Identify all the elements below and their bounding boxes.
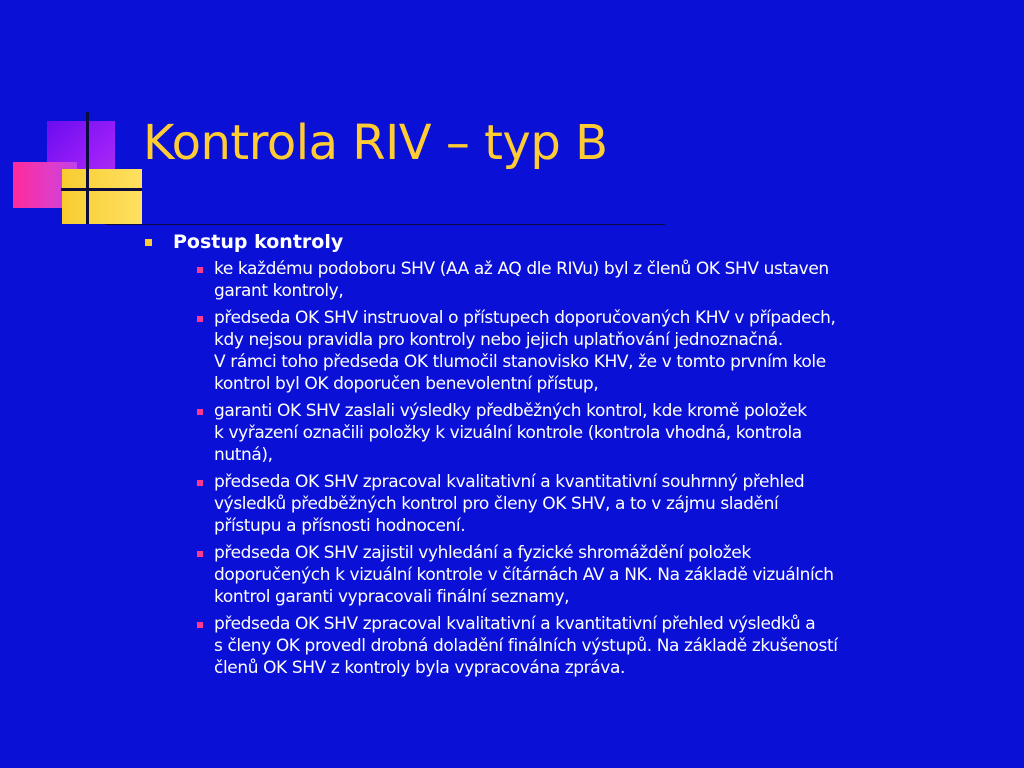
slide-title: Kontrola RIV – typ B xyxy=(143,115,608,171)
vertical-line xyxy=(86,112,89,224)
square-bullet-icon xyxy=(197,551,203,557)
list-item xyxy=(143,471,1003,537)
list-item xyxy=(143,258,1003,302)
list-item-text: předseda OK SHV zpracoval kvalitativní a kvantitativní souhrnný přehled výsledků předběžných kontrol pro členy OK SHV, a to v zájmu sladění přístupu a přísnosti hodnocení. xyxy=(214,472,805,536)
yellow-square xyxy=(62,169,142,224)
list-item xyxy=(143,613,1003,679)
slide-content xyxy=(143,229,1003,684)
bullet-heading xyxy=(143,229,1003,255)
square-bullet-icon xyxy=(197,409,203,415)
list-item xyxy=(143,307,1003,395)
list-item xyxy=(143,542,1003,608)
sub-bullet-list xyxy=(143,258,1003,679)
list-item xyxy=(143,400,1003,466)
horizontal-line xyxy=(61,188,142,191)
list-item-text: garanti OK SHV zaslali výsledky předběžných kontrol, kde kromě položek k vyřazení označili položky k vizuální kontrole (kontrola vhodná, kontrola nutná), xyxy=(214,401,807,465)
list-item-text: předseda OK SHV zpracoval kvalitativní a kvantitativní přehled výsledků a s členy OK provedl drobná doladění finálních výstupů. Na základě zkušeností členů OK SHV z kontroly byla vypracována zpráva. xyxy=(214,614,838,678)
square-bullet-icon xyxy=(197,267,203,273)
list-item-text: předseda OK SHV instruoval o přístupech doporučovaných KHV v případech, kdy nejsou pravidla pro kontroly nebo jejich uplatňování jednoznačná. V rámci toho předseda OK tlumočil stanovisko KHV, že v tomto prvním kole kontrol byl OK doporučen benevolentní přístup, xyxy=(214,308,836,394)
square-bullet-icon xyxy=(145,239,152,246)
title-underline xyxy=(105,224,665,225)
square-bullet-icon xyxy=(197,316,203,322)
list-item-text: předseda OK SHV zajistil vyhledání a fyzické shromáždění položek doporučených k vizuální kontrole v čítárnách AV a NK. Na základě vizuálních kontrol garanti vypracovali finální seznamy, xyxy=(214,543,834,607)
list-item-text: ke každému podoboru SHV (AA až AQ dle RIVu) byl z členů OK SHV ustaven garant kontroly, xyxy=(214,259,829,301)
heading-text: Postup kontroly xyxy=(173,231,344,253)
square-bullet-icon xyxy=(197,480,203,486)
square-bullet-icon xyxy=(197,622,203,628)
decorative-squares xyxy=(0,0,140,230)
